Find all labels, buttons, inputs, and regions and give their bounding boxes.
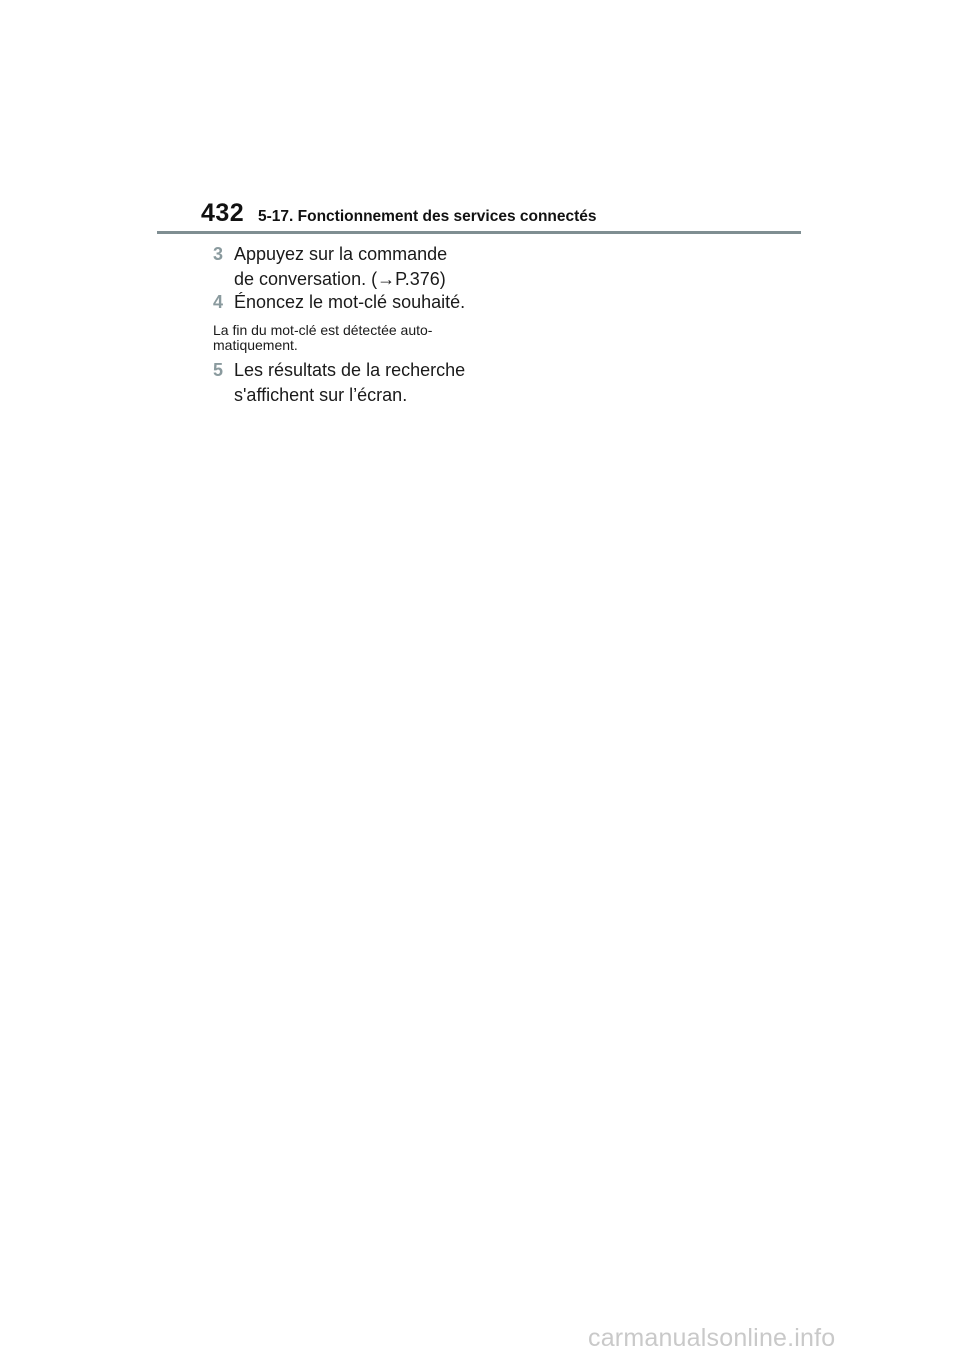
section-title: 5-17. Fonctionnement des services connectés	[258, 208, 597, 225]
header-divider	[157, 231, 801, 234]
step-number: 4	[213, 292, 224, 312]
note-line: La fin du mot-clé est détectée auto-	[213, 322, 433, 338]
step-text	[234, 242, 494, 292]
step-text	[234, 358, 494, 408]
step-text	[234, 290, 494, 315]
step-number: 5	[213, 360, 224, 380]
step-line: Énoncez le mot-clé souhaité.	[234, 292, 466, 312]
watermark: carmanualsonline.info	[588, 1324, 836, 1352]
step-line: s'affichent sur l’écran.	[234, 385, 408, 405]
step-line: de conversation. (→P.376)	[234, 269, 446, 289]
page-number: 432	[201, 199, 245, 227]
step-line: Appuyez sur la commande	[234, 244, 448, 264]
step-line: Les résultats de la recherche	[234, 360, 466, 380]
note-line: matiquement.	[213, 337, 298, 353]
note-text	[213, 323, 478, 353]
step-number: 3	[213, 244, 224, 264]
